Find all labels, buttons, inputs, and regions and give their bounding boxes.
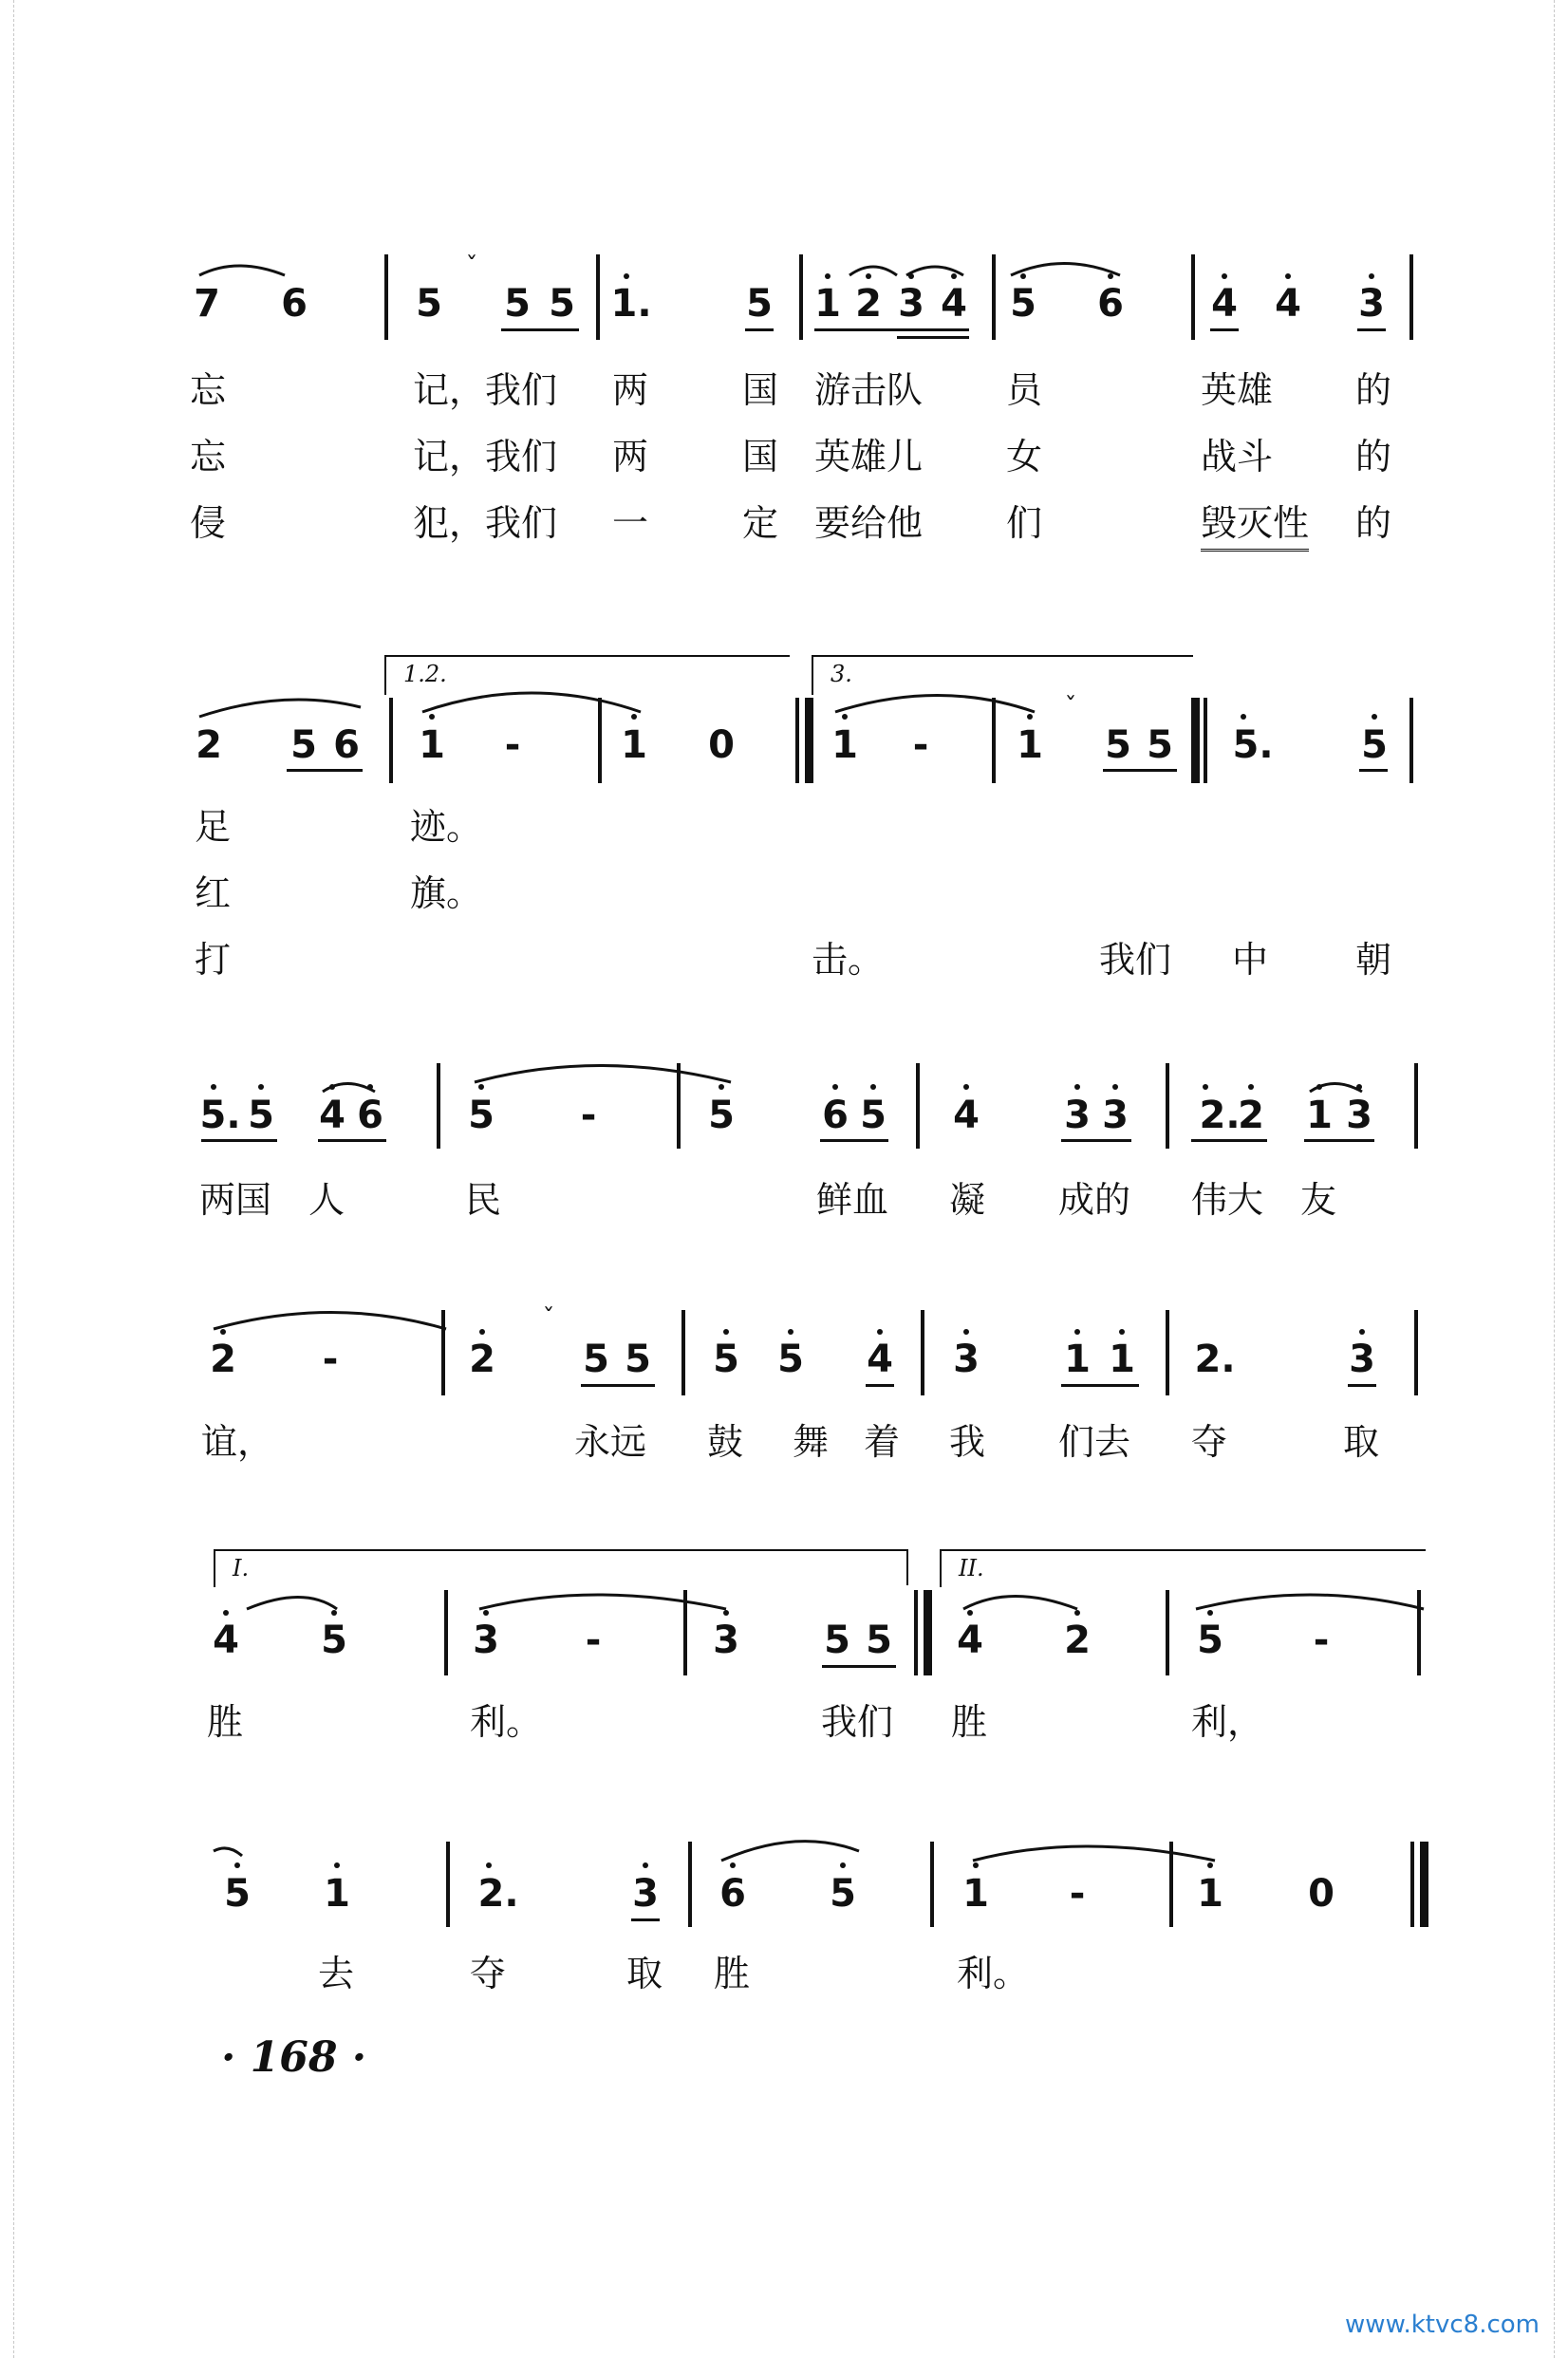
volta-bracket xyxy=(214,1549,908,1587)
note: 6 xyxy=(281,282,308,326)
note: - xyxy=(1313,1619,1330,1662)
note: 4 xyxy=(957,1619,983,1662)
octave-dot xyxy=(479,1329,485,1335)
note: 0 xyxy=(1308,1872,1335,1916)
octave-dot xyxy=(1369,273,1374,279)
octave-dot xyxy=(951,273,957,279)
lyric: 战斗 xyxy=(1201,436,1274,477)
octave-dot xyxy=(220,1329,226,1335)
breath-mark: ˇ xyxy=(465,253,478,281)
underline xyxy=(1348,1384,1376,1387)
octave-dot xyxy=(478,1084,484,1090)
barline xyxy=(914,1590,918,1675)
barline xyxy=(795,698,799,783)
lyric: 记，我们 xyxy=(413,369,558,411)
octave-dot xyxy=(963,1084,969,1090)
lyric: 友 xyxy=(1300,1179,1337,1221)
lyric: 定 xyxy=(742,502,779,544)
lyric: 要给他 xyxy=(814,502,924,544)
note: 6 xyxy=(357,1094,383,1137)
note: 1 xyxy=(962,1872,989,1916)
octave-dot xyxy=(631,714,637,720)
note: 5 xyxy=(746,282,773,326)
note: 6 xyxy=(719,1872,746,1916)
barline xyxy=(444,1590,448,1675)
octave-dot xyxy=(723,1610,729,1616)
note: 3 xyxy=(713,1619,739,1662)
breath-mark: ˇ xyxy=(542,1304,555,1333)
lyric: 国 xyxy=(742,369,779,411)
underline xyxy=(1103,769,1177,772)
note: 5 xyxy=(583,1338,609,1381)
barline xyxy=(598,698,602,783)
lyric: 谊， xyxy=(201,1421,274,1463)
note: 3 xyxy=(1358,282,1385,326)
note: 4 xyxy=(1211,282,1238,326)
note: 5 xyxy=(1105,723,1131,767)
octave-dot xyxy=(1356,1084,1362,1090)
underline xyxy=(581,1384,655,1387)
octave-dot xyxy=(1119,1329,1125,1335)
octave-dot xyxy=(870,1084,876,1090)
barline xyxy=(799,254,803,340)
barline xyxy=(1169,1842,1173,1927)
lyric: 人 xyxy=(308,1179,345,1221)
lyric: 红 xyxy=(195,872,232,914)
octave-dot xyxy=(842,714,848,720)
note: 0 xyxy=(708,723,735,767)
note: - xyxy=(912,723,929,767)
note: 4 xyxy=(953,1094,980,1137)
octave-dot xyxy=(1316,1084,1322,1090)
volta-bracket xyxy=(940,1549,1426,1587)
lyric: 胜 xyxy=(207,1701,244,1743)
note: 5 xyxy=(1147,723,1173,767)
note: 4 xyxy=(213,1619,239,1662)
lyric: 成的 xyxy=(1058,1179,1131,1221)
lyric: 两 xyxy=(612,436,649,477)
note: 5 xyxy=(708,1094,735,1137)
octave-dot xyxy=(1372,714,1377,720)
lyric: 们 xyxy=(1006,502,1043,544)
underline xyxy=(201,1139,277,1142)
underline xyxy=(1061,1139,1131,1142)
octave-dot xyxy=(211,1084,216,1090)
repeat-end-barline xyxy=(924,1590,932,1675)
octave-dot xyxy=(234,1862,240,1868)
octave-dot xyxy=(1027,714,1033,720)
lyric: 忘 xyxy=(190,436,227,477)
lyric: 的 xyxy=(1355,436,1392,477)
repeat-start-barline xyxy=(1191,698,1200,783)
octave-dot xyxy=(624,273,629,279)
note: 2 xyxy=(196,723,222,767)
lyric: 取 xyxy=(1343,1421,1380,1463)
lyric: 忘 xyxy=(190,369,227,411)
octave-dot xyxy=(1359,1329,1365,1335)
note: 3 xyxy=(953,1338,980,1381)
note: 5 xyxy=(824,1619,850,1662)
barline xyxy=(992,698,996,783)
note: 2. xyxy=(1199,1094,1241,1137)
note: 2 xyxy=(855,282,882,326)
lyric: 永远 xyxy=(574,1421,647,1463)
note: 5 xyxy=(321,1619,347,1662)
note: 5. xyxy=(1232,723,1274,767)
octave-dot xyxy=(1108,273,1113,279)
octave-dot xyxy=(486,1862,492,1868)
lyric: 女 xyxy=(1006,436,1043,477)
note: 1 xyxy=(814,282,841,326)
note: 3 xyxy=(898,282,924,326)
underline xyxy=(1061,1384,1139,1387)
note: - xyxy=(504,723,521,767)
octave-dot xyxy=(1074,1610,1080,1616)
octave-dot xyxy=(723,1329,729,1335)
octave-dot xyxy=(825,273,831,279)
octave-dot xyxy=(1222,273,1227,279)
left-margin-strip xyxy=(0,0,14,2358)
volta-label: II. xyxy=(959,1555,984,1581)
note: 5 xyxy=(416,282,442,326)
note: 5 xyxy=(1010,282,1036,326)
lyric: 打 xyxy=(195,939,232,981)
lyric: 击。 xyxy=(812,939,885,981)
lyric: 我 xyxy=(949,1421,986,1463)
note: 5 xyxy=(866,1619,892,1662)
note: 1. xyxy=(610,282,652,326)
lyric: 取 xyxy=(626,1953,663,1994)
note: 1 xyxy=(621,723,647,767)
octave-dot xyxy=(329,1084,335,1090)
lyric: 迹。 xyxy=(410,806,483,848)
octave-dot xyxy=(643,1862,648,1868)
octave-dot xyxy=(367,1084,373,1090)
barline xyxy=(596,254,600,340)
note: 6 xyxy=(333,723,360,767)
lyric: 两 xyxy=(612,369,649,411)
octave-dot xyxy=(1074,1084,1080,1090)
octave-dot xyxy=(866,273,871,279)
note: 2 xyxy=(210,1338,236,1381)
lyric: 舞 xyxy=(793,1421,830,1463)
lyric: 去 xyxy=(318,1953,355,1994)
page-number: · 168 · xyxy=(221,2033,367,2082)
barline xyxy=(1166,1063,1169,1149)
note: 3 xyxy=(1346,1094,1372,1137)
note: 5 xyxy=(777,1338,804,1381)
octave-dot xyxy=(1112,1084,1118,1090)
octave-dot xyxy=(1248,1084,1254,1090)
barline xyxy=(930,1842,934,1927)
barline xyxy=(683,1590,687,1675)
lyric: 胜 xyxy=(951,1701,988,1743)
lyric: 犯，我们 xyxy=(413,502,558,544)
note: 5 xyxy=(713,1338,739,1381)
lyric: 民 xyxy=(465,1179,502,1221)
lyric: 鲜血 xyxy=(816,1179,889,1221)
barline xyxy=(1409,254,1413,340)
note: 6 xyxy=(822,1094,849,1137)
note: 5 xyxy=(468,1094,495,1137)
note: 3 xyxy=(1349,1338,1375,1381)
octave-dot xyxy=(1285,273,1291,279)
barline xyxy=(1414,1063,1418,1149)
note: - xyxy=(580,1094,597,1137)
note: 2 xyxy=(469,1338,495,1381)
underline xyxy=(631,1918,660,1921)
barline xyxy=(437,1063,440,1149)
note: 2 xyxy=(1238,1094,1264,1137)
octave-dot xyxy=(258,1084,264,1090)
lyric: 胜 xyxy=(714,1953,751,1994)
barline xyxy=(688,1842,692,1927)
underline xyxy=(501,328,579,331)
octave-dot xyxy=(963,1329,969,1335)
barline xyxy=(441,1310,445,1395)
underline xyxy=(866,1384,894,1387)
note: 3 xyxy=(1064,1094,1091,1137)
lyric: 利。 xyxy=(470,1701,543,1743)
note: 1 xyxy=(419,723,445,767)
final-barline-thick xyxy=(1420,1842,1428,1927)
octave-dot xyxy=(908,273,914,279)
note: 3 xyxy=(632,1872,659,1916)
underline xyxy=(814,328,969,331)
note: - xyxy=(1069,1872,1086,1916)
lyric: 利。 xyxy=(957,1953,1030,1994)
note: 5 xyxy=(224,1872,251,1916)
note: 7 xyxy=(194,282,220,326)
volta-bracket xyxy=(384,655,790,695)
note: 2. xyxy=(1194,1338,1236,1381)
note: 1 xyxy=(1306,1094,1333,1137)
octave-dot xyxy=(967,1610,973,1616)
note: 4 xyxy=(319,1094,345,1137)
note: 4 xyxy=(867,1338,893,1381)
octave-dot xyxy=(840,1862,846,1868)
lyric: 凝 xyxy=(949,1179,986,1221)
note: 1 xyxy=(1109,1338,1135,1381)
barline xyxy=(389,698,393,783)
barline xyxy=(992,254,996,340)
barline xyxy=(446,1842,450,1927)
note: 5 xyxy=(549,282,575,326)
final-barline-thin xyxy=(1410,1842,1414,1927)
note: 5 xyxy=(625,1338,651,1381)
barline xyxy=(1414,1310,1418,1395)
octave-dot xyxy=(832,1084,838,1090)
volta-bracket xyxy=(812,655,1193,695)
lyric: 中 xyxy=(1232,939,1269,981)
lyric: 鼓 xyxy=(707,1421,744,1463)
lyric: 伟大 xyxy=(1191,1179,1264,1221)
barline xyxy=(1417,1590,1421,1675)
lyric: 利， xyxy=(1191,1701,1264,1743)
lyric: 旗。 xyxy=(410,872,483,914)
barline xyxy=(1409,698,1413,783)
lyric: 两国 xyxy=(199,1179,272,1221)
repeat-end-barline xyxy=(805,698,813,783)
note: 5 xyxy=(290,723,317,767)
barline xyxy=(1204,698,1207,783)
lyric: 足 xyxy=(195,806,232,848)
note: 2. xyxy=(477,1872,519,1916)
volta-label: 1.2. xyxy=(403,661,447,687)
underline xyxy=(1210,328,1239,331)
barline xyxy=(1191,254,1195,340)
underline xyxy=(1191,1139,1267,1142)
barline xyxy=(384,254,388,340)
octave-dot xyxy=(331,1610,337,1616)
underline xyxy=(897,336,969,339)
lyric: 着 xyxy=(864,1421,901,1463)
barline xyxy=(681,1310,685,1395)
volta-label: I. xyxy=(233,1555,250,1581)
lyric: 夺 xyxy=(470,1953,507,1994)
note: - xyxy=(585,1619,602,1662)
lyric: 我们 xyxy=(821,1701,894,1743)
note: - xyxy=(322,1338,339,1381)
lyric: 国 xyxy=(742,436,779,477)
underline xyxy=(318,1139,386,1142)
note: 1 xyxy=(831,723,858,767)
note: 5 xyxy=(504,282,531,326)
lyric: 英雄儿 xyxy=(814,436,924,477)
lyric-emphasized: 毁灭性 xyxy=(1201,505,1309,552)
underline xyxy=(820,1139,888,1142)
underline xyxy=(1357,328,1386,331)
volta-label: 3. xyxy=(831,661,852,687)
octave-dot xyxy=(483,1610,489,1616)
lyric: 朝 xyxy=(1355,939,1392,981)
octave-dot xyxy=(877,1329,883,1335)
octave-dot xyxy=(1207,1862,1213,1868)
lyric: 夺 xyxy=(1191,1421,1228,1463)
note: 5 xyxy=(1361,723,1388,767)
octave-dot xyxy=(719,1084,724,1090)
octave-dot xyxy=(334,1862,340,1868)
octave-dot xyxy=(973,1862,979,1868)
note: 5. xyxy=(199,1094,241,1137)
note: 5 xyxy=(860,1094,887,1137)
octave-dot xyxy=(1203,1084,1208,1090)
octave-dot xyxy=(788,1329,793,1335)
note: 5 xyxy=(830,1872,856,1916)
watermark-url: www.ktvc8.com xyxy=(1345,2311,1540,2339)
note: 5 xyxy=(1197,1619,1223,1662)
lyric: 的 xyxy=(1355,502,1392,544)
note: 4 xyxy=(941,282,967,326)
note: 2 xyxy=(1064,1619,1091,1662)
underline xyxy=(822,1665,896,1668)
octave-dot xyxy=(1241,714,1246,720)
lyric: 员 xyxy=(1006,369,1043,411)
octave-dot xyxy=(429,714,435,720)
lyric: 的 xyxy=(1355,369,1392,411)
note: 1 xyxy=(1017,723,1043,767)
volta-end-tick xyxy=(906,1549,908,1585)
note: 3 xyxy=(1102,1094,1129,1137)
underline xyxy=(1304,1139,1374,1142)
lyric: 英雄 xyxy=(1201,369,1274,411)
breath-mark: ˇ xyxy=(1064,693,1077,721)
note: 3 xyxy=(473,1619,499,1662)
lyric: 一 xyxy=(612,502,649,544)
barline xyxy=(1166,1310,1169,1395)
underline xyxy=(745,328,774,331)
underline xyxy=(1359,769,1388,772)
note: 5 xyxy=(248,1094,274,1137)
octave-dot xyxy=(1074,1329,1080,1335)
octave-dot xyxy=(223,1610,229,1616)
barline xyxy=(677,1063,681,1149)
barline xyxy=(916,1063,920,1149)
note: 1 xyxy=(1197,1872,1223,1916)
octave-dot xyxy=(730,1862,736,1868)
lyric: 侵 xyxy=(190,502,227,544)
barline xyxy=(921,1310,924,1395)
lyric: 游击队 xyxy=(814,369,924,411)
right-margin-strip xyxy=(1554,0,1568,2358)
lyric: 记，我们 xyxy=(413,436,558,477)
note: 6 xyxy=(1097,282,1124,326)
note: 4 xyxy=(1275,282,1301,326)
octave-dot xyxy=(1207,1610,1213,1616)
note: 1 xyxy=(1064,1338,1091,1381)
note: 1 xyxy=(324,1872,350,1916)
barline xyxy=(1166,1590,1169,1675)
octave-dot xyxy=(1020,273,1026,279)
lyric: 我们 xyxy=(1099,939,1172,981)
lyric: 们去 xyxy=(1058,1421,1131,1463)
underline xyxy=(287,769,363,772)
